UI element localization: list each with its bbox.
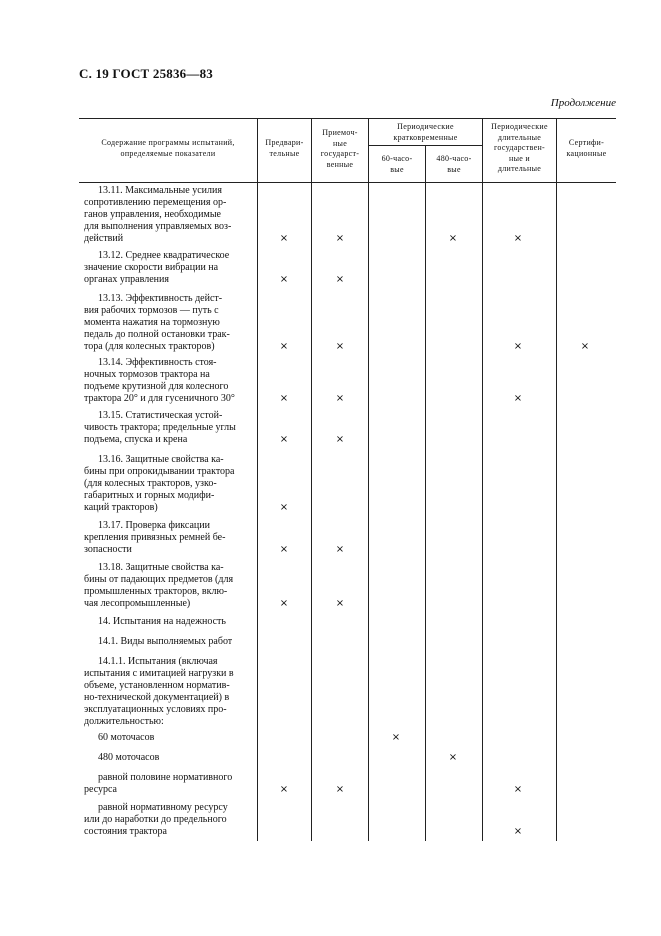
row-text-line: чивость трактора; предельные углы [84, 422, 236, 433]
col-header-line: Содержание программы испытаний, [101, 138, 235, 147]
row-text-line: крепления привязных ремней бе- [84, 532, 226, 543]
mark-cert: × [580, 341, 590, 352]
mark-long: × [513, 393, 523, 404]
row-text-line: 13.15. Статистическая устой- [98, 410, 223, 421]
mark-prelim: × [279, 341, 289, 352]
row-text-line: зопасности [84, 544, 132, 555]
row-text-line: момента нажатия на тормозную [84, 317, 220, 328]
row-text-line: 13.13. Эффективность дейст- [98, 293, 223, 304]
table-row [84, 562, 252, 610]
table-row [84, 772, 252, 796]
table-row [84, 636, 252, 648]
mark-prelim: × [279, 502, 289, 513]
row-text-line: равной половине нормативного [98, 772, 233, 783]
col-header-line: Периодические [397, 122, 454, 131]
table-row [84, 454, 252, 514]
col-header-prelim [258, 138, 311, 159]
mark-prelim: × [279, 598, 289, 609]
table-row [84, 616, 252, 628]
row-text-line: ресурса [84, 784, 117, 795]
table-row [84, 752, 252, 764]
row-text-line: ганов управления, необходимые [84, 209, 221, 220]
table-row [84, 732, 252, 744]
col-header-line: государствен- [493, 143, 546, 152]
mark-accept: × [335, 393, 345, 404]
col-header-line: Предвари- [265, 138, 304, 147]
mark-accept: × [335, 434, 345, 445]
row-text-line: педаль до полной остановки трак- [84, 329, 230, 340]
row-text-line: бины при опрокидывании трактора [84, 466, 235, 477]
row-text-line: действий [84, 233, 124, 244]
row-text-line: должительностью: [84, 716, 164, 727]
row-text-line: 14.1. Виды выполняемых работ [98, 636, 233, 647]
row-text-line: габаритных и горных модифи- [84, 490, 215, 501]
table-row [84, 293, 252, 353]
mark-long: × [513, 341, 523, 352]
mark-prelim: × [279, 274, 289, 285]
table-row [84, 410, 252, 446]
col-header-60h [369, 154, 425, 175]
col-header-line: кратковременные [393, 132, 458, 142]
row-text-line: (для колесных тракторов, узко- [84, 478, 217, 489]
row-text-line: бины от падающих предметов (для [84, 574, 234, 585]
row-text-line: 13.12. Среднее квадратическое [98, 250, 230, 261]
col-divider-1 [257, 118, 258, 841]
col-header-line: 480-часо- [436, 154, 472, 163]
col-header-line: тельные [269, 148, 300, 158]
row-text-line: 13.14. Эффективность стоя- [98, 357, 217, 368]
col-divider-6 [556, 118, 557, 841]
table-row [84, 250, 252, 286]
col-header-cert [557, 138, 616, 159]
continuation-label: Продолжение [550, 97, 616, 109]
col-header-480h [426, 154, 482, 175]
col-header-line: государст- [320, 149, 360, 158]
table-top-border [79, 118, 616, 119]
page-header-title: С. 19 ГОСТ 25836—83 [79, 66, 213, 81]
row-text-line: объеме, установленном норматив- [84, 680, 230, 691]
row-text-line: равной нормативному ресурсу [98, 802, 228, 813]
col-header-accept [312, 128, 368, 170]
table-header-border [79, 182, 616, 183]
table-row [84, 357, 252, 405]
row-text-line: 13.16. Защитные свойства ка- [98, 454, 224, 465]
col-header-line: ные [332, 138, 348, 148]
col-header-line: 60-часо- [381, 154, 413, 163]
row-text-line: органах управления [84, 274, 169, 285]
col-header-periodic-long [483, 122, 556, 175]
mark-long: × [513, 233, 523, 244]
row-text-line: 13.17. Проверка фиксации [98, 520, 210, 531]
mark-accept: × [335, 598, 345, 609]
row-text-line: но-технической документацией) в [84, 692, 230, 703]
row-text-line: подъема, спуска и крена [84, 434, 188, 445]
col-divider-3 [368, 118, 369, 841]
row-text-line: промышленных тракторов, вклю- [84, 586, 228, 597]
mark-accept: × [335, 544, 345, 555]
col-header-line: кационные [566, 148, 607, 158]
row-text-line: 480 моточасов [98, 752, 160, 763]
col-header-line: длительные [497, 132, 542, 142]
mark-accept: × [335, 233, 345, 244]
col-header-line: Сертифи- [568, 138, 605, 147]
row-text-line: вия рабочих тормозов — путь с [84, 305, 219, 316]
col-divider-4 [425, 145, 426, 841]
row-text-line: сопротивлению перемещения ор- [84, 197, 227, 208]
mark-accept: × [335, 341, 345, 352]
row-text-line: состояния трактора [84, 826, 167, 837]
mark-accept: × [335, 274, 345, 285]
row-text-line: тора (для колесных тракторов) [84, 341, 215, 352]
row-text-line: испытания с имитацией нагрузки в [84, 668, 234, 679]
row-text-line: 13.18. Защитные свойства ка- [98, 562, 224, 573]
mark-prelim: × [279, 434, 289, 445]
mark-long: × [513, 826, 523, 837]
mark-h60: × [391, 732, 401, 743]
mark-h480: × [448, 233, 458, 244]
row-text-line: подъеме крутизной для колесного [84, 381, 229, 392]
col-divider-5 [482, 118, 483, 841]
col-header-line: ные и [509, 153, 530, 163]
col-header-line: Приемоч- [322, 128, 358, 137]
table-row [84, 520, 252, 556]
mark-long: × [513, 784, 523, 795]
row-text-line: каций тракторов) [84, 502, 158, 513]
row-text-line: ночных тормозов трактора на [84, 369, 210, 380]
col-divider-2 [311, 118, 312, 841]
col-header-line: определяемые показатели [120, 148, 216, 158]
row-text-line: или до наработки до предельного [84, 814, 227, 825]
mark-prelim: × [279, 544, 289, 555]
table-row [84, 656, 252, 728]
row-text-line: трактора 20° и для гусеничного 30° [84, 393, 235, 404]
mark-prelim: × [279, 393, 289, 404]
row-text-line: 60 моточасов [98, 732, 155, 743]
row-text-line: эксплуатационных условиях про- [84, 704, 227, 715]
row-text-line: 14.1.1. Испытания (включая [98, 656, 218, 667]
col-header-line: длительные [497, 164, 542, 173]
col-header-line: Периодические [491, 122, 548, 131]
col-header-line: венные [326, 159, 354, 169]
row-text-line: значение скорости вибрации на [84, 262, 219, 273]
row-text-line: чая лесопромышленные) [84, 598, 191, 609]
table-row [84, 802, 252, 838]
col-header-content [80, 138, 256, 159]
mark-h480: × [448, 752, 458, 763]
table-row [84, 185, 252, 245]
mark-prelim: × [279, 233, 289, 244]
col-header-line: вые [447, 164, 461, 174]
row-text-line: 13.11. Максимальные усилия [98, 185, 222, 196]
mark-accept: × [335, 784, 345, 795]
col-header-line: вые [390, 164, 404, 174]
mark-prelim: × [279, 784, 289, 795]
col-header-periodic-short [369, 122, 482, 143]
row-text-line: 14. Испытания на надежность [98, 616, 226, 627]
row-text-line: для выполнения управляемых воз- [84, 221, 232, 232]
